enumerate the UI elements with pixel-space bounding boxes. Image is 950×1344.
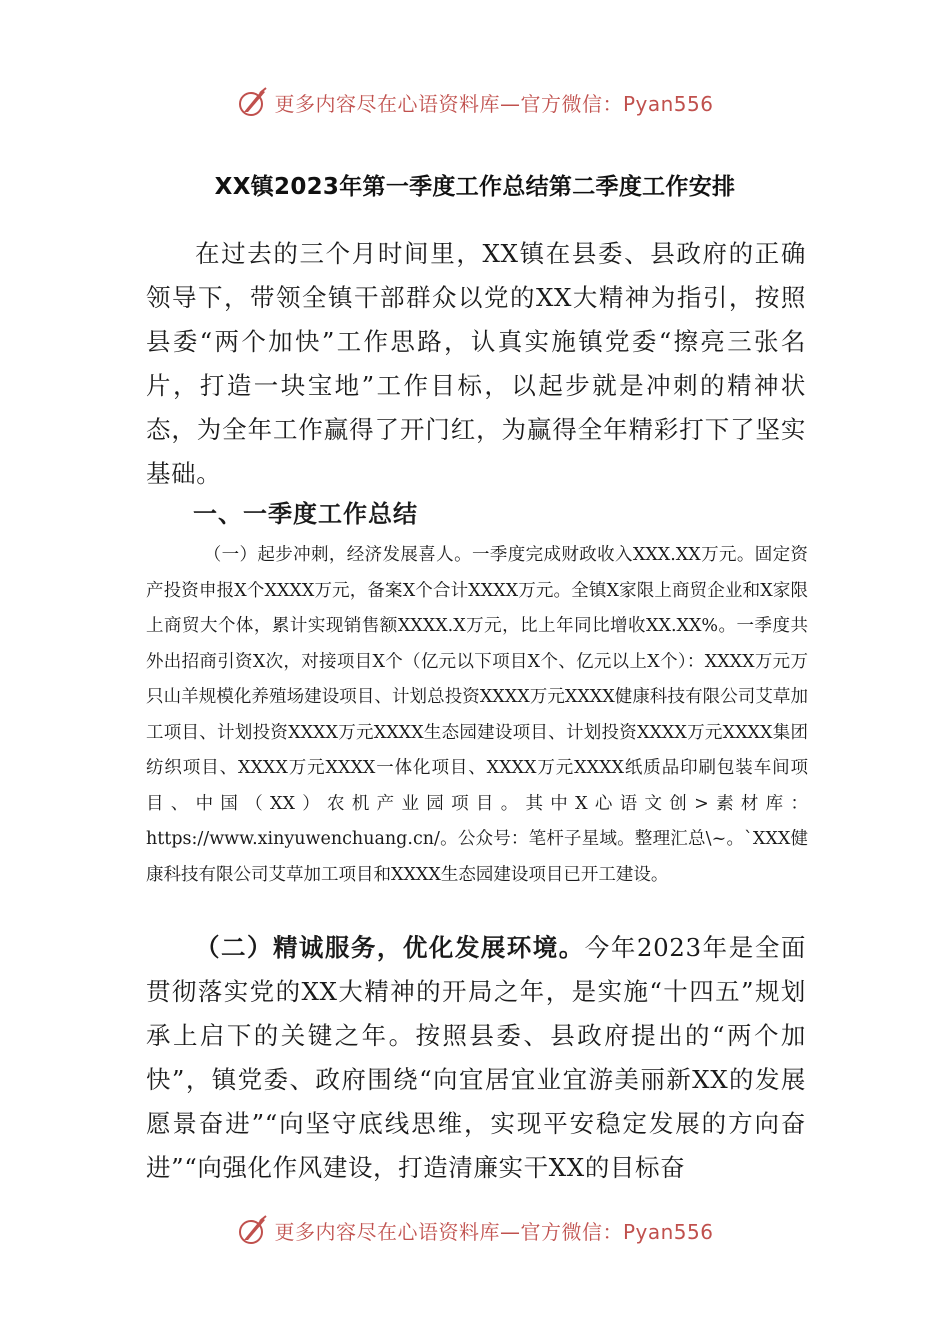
section1-paragraph-2 [146,926,806,1190]
paragraph-lead-bold: （二）精诚服务，优化发展环境。 [195,933,585,962]
paragraph-body: 今年2023年是全面贯彻落实党的XX大精神的开局之年，是实施“十四五”规划承上启下的关键之年。按照县委、县政府提出的“两个加快”，镇党委、政府围绕“向宜居宜业宜游美丽新XX的发展愿景奋进”“向坚守底线思维，实现平安稳定发展的方向奋进”“向强化作风建设，打造清廉实干XX的目标奋 [146,933,806,1182]
watermark-text: 更多内容尽在心语资料库—官方微信：Pyan556 [274,1219,714,1244]
section1-paragraph-1: （一）起步冲刺，经济发展喜人。一季度完成财政收入XXX.XX万元。固定资产投资申报X个XXXX万元，备案X个合计XXXX万元。全镇X家限上商贸企业和X家限上商贸大个体，累计实现销售额XXXX.X万元，比上年同比增收XX.XX%。一季度共外出招商引资X次，对接项目X个（亿元以下项目X个、亿元以上X个）：XXXX万元万只山羊规模化养殖场建设项目、计划总投资XXXX万元XXXX健康科技有限公司艾草加工项目、计划投资XXXX万元XXXX生态园建设项目、计划投资XXXX万元XXXX集团纺织项目、XXXX万元XXXX一体化项目、XXXX万元XXXX纸质品印刷包装车间项目、中国（XX）农机产业园项目。其中X心语文创>素材库：https://www.xinyuwenchuang.cn/。公众号：笔杆子星域。整理汇总\~。`XXX健康科技有限公司艾草加工项目和XXXX生态园建设项目已开工建设。 [146,545,808,885]
intro-paragraph: 在过去的三个月时间里，XX镇在县委、县政府的正确领导下，带领全镇干部群众以党的XX大精神为指引，按照县委“两个加快”工作思路，认真实施镇党委“擦亮三张名片，打造一块宝地”工作目标，以起步就是冲刺的精神状态，为全年工作赢得了开门红，为赢得全年精彩打下了坚实基础。 [146,239,806,488]
section-heading-1: 一、一季度工作总结 [193,500,418,528]
document-title: XX镇2023年第一季度工作总结第二季度工作安排 [214,174,736,200]
watermark-text: 更多内容尽在心语资料库—官方微信：Pyan556 [274,91,714,116]
watermark-banner-top [0,82,950,122]
watermark-banner-bottom [0,1210,950,1250]
quill-logo-icon [236,85,270,119]
quill-logo-icon [236,1213,270,1247]
